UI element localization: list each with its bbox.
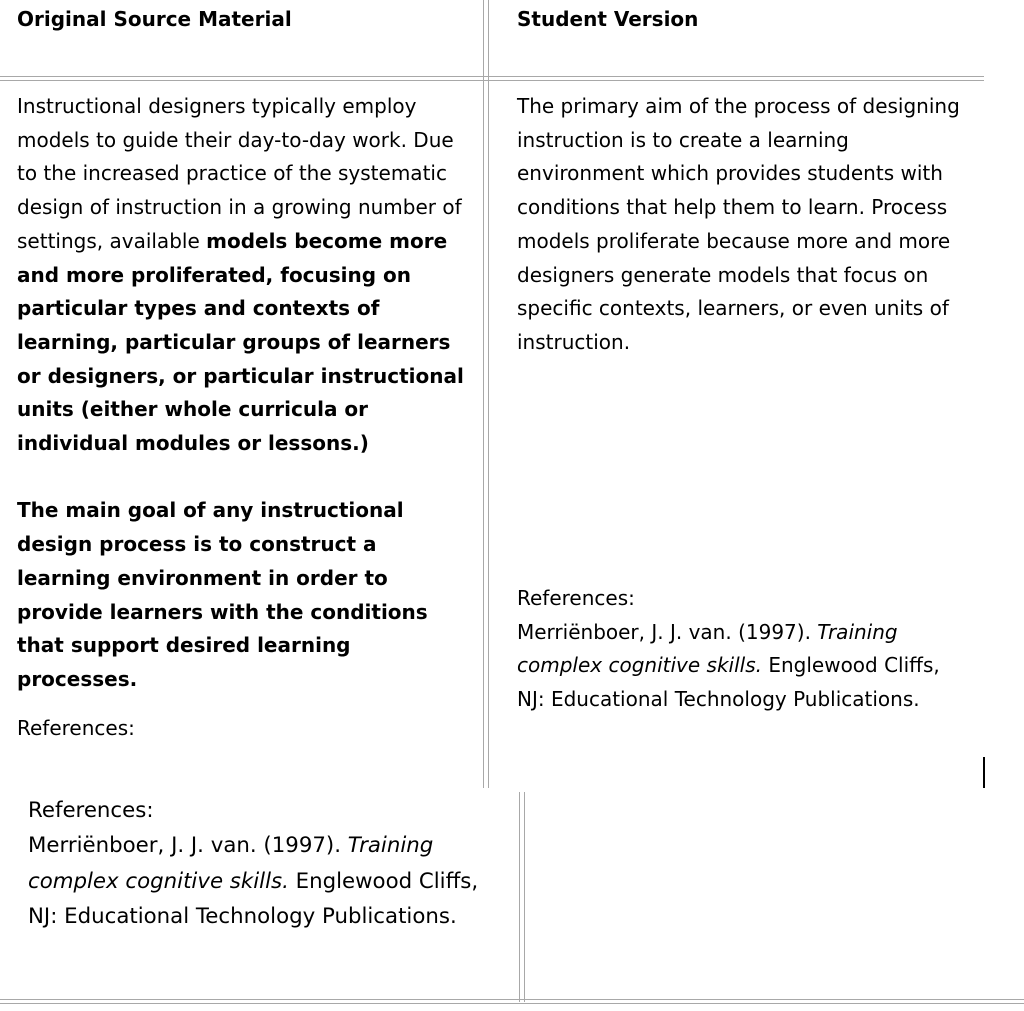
lower-references-block <box>28 793 498 935</box>
text-cursor <box>983 757 985 788</box>
lower-reference-author: Merriënboer, J. J. van. (1997). <box>28 833 348 859</box>
student-reference-publisher: Englewood Cliffs, NJ: Educational Technology Publications. <box>517 653 940 712</box>
original-main-goal-text: The main goal of any instructional design process is to construct a learning environment in order to provide learners with the conditions that support desired learning processes. <box>17 498 428 691</box>
student-paraphrase-text: The primary aim of the process of designing instruction is to create a learning environment which provides students with conditions that help them to learn. Process models proliferate because more and more designers generate models that focus on specific contexts, learners, or even units of instruction. <box>517 94 960 354</box>
original-source-cell <box>17 90 467 745</box>
original-plain-text: Instructional designers typically employ models to guide their day-to-day work. Due to the increased practice of the systematic design of instruction in a growing number of settings, available <box>17 94 462 253</box>
upper-column-divider-right <box>488 0 489 788</box>
original-bold-text: models become more and more proliferated, focusing on particular types and contexts of learning, particular groups of learners or designers, or particular instructional units (either whole curricula or individual modules or lessons.) <box>17 228 464 456</box>
student-references <box>517 582 967 717</box>
upper-column-divider-left <box>483 0 484 788</box>
header-rule-bottom <box>0 80 984 81</box>
lower-column-divider-right <box>524 792 525 1002</box>
bottom-rule-top <box>0 999 1024 1000</box>
student-references-label: References: <box>517 586 635 610</box>
lower-column-divider-left <box>519 792 520 1002</box>
student-reference-title: Training complex cognitive skills. <box>517 619 898 678</box>
bottom-rule-bottom <box>0 1003 1024 1004</box>
lower-reference-title: Training complex cognitive skills. <box>28 833 434 894</box>
student-version-cell <box>517 90 967 360</box>
header-rule-top <box>0 76 984 77</box>
original-passage <box>17 90 467 461</box>
original-references-label: References: <box>17 715 135 740</box>
student-reference-author: Merriënboer, J. J. van. (1997). <box>517 619 818 644</box>
lower-references-label: References: <box>28 798 154 823</box>
lower-reference-entry <box>28 828 498 934</box>
lower-reference-publisher: Englewood Cliffs, NJ: Educational Technology Publications. <box>28 868 479 930</box>
header-student-version: Student Version <box>517 7 699 31</box>
student-reference-entry <box>517 616 967 717</box>
header-original-source: Original Source Material <box>17 7 292 31</box>
